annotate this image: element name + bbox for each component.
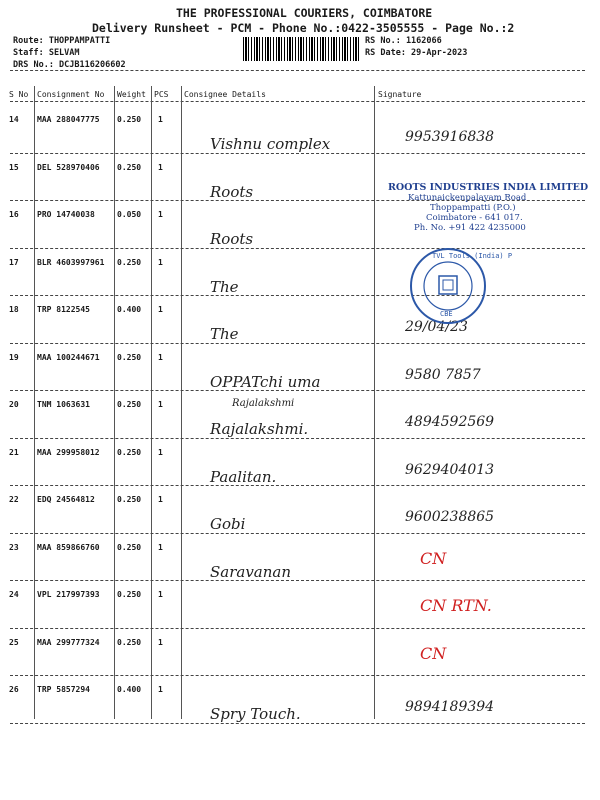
row-sno: 24 bbox=[9, 590, 19, 599]
stamp-address-line1: Kattunaickenpalayam Road bbox=[408, 193, 527, 203]
row-pcs: 1 bbox=[158, 590, 163, 599]
row-sno: 14 bbox=[9, 115, 19, 124]
row-divider bbox=[10, 723, 585, 724]
col-line bbox=[34, 86, 35, 719]
row-signature: CN RTN. bbox=[420, 596, 492, 615]
row-consignee: Roots bbox=[210, 230, 254, 248]
row-divider bbox=[10, 153, 585, 154]
row-divider bbox=[10, 533, 585, 534]
row-signature: 29/04/23 bbox=[405, 319, 468, 335]
col-consignee: Consignee Details bbox=[184, 90, 266, 99]
row-weight: 0.400 bbox=[117, 685, 142, 694]
col-signature: Signature bbox=[378, 90, 422, 99]
row-consignee: Gobi bbox=[210, 515, 246, 533]
row-pcs: 1 bbox=[158, 685, 163, 694]
row-sno: 25 bbox=[9, 637, 19, 647]
stamp-address-line3: Coimbatore - 641 017. bbox=[426, 213, 523, 223]
row-signature: CN bbox=[420, 548, 447, 568]
row-signature: 9600238865 bbox=[405, 509, 495, 525]
row-consignee: Rajalakshmi. bbox=[210, 420, 309, 438]
row-weight: 0.050 bbox=[117, 210, 142, 219]
row-pcs: 1 bbox=[158, 305, 163, 314]
runsheet-subtitle: Delivery Runsheet - PCM - Phone No.:0422-3505555 - Page No.:2 bbox=[92, 21, 515, 35]
row-weight: 0.250 bbox=[117, 257, 142, 267]
row-consignee: Roots bbox=[210, 182, 254, 201]
row-weight: 0.250 bbox=[117, 590, 142, 599]
row-consignee: Saravanan bbox=[210, 562, 292, 581]
row-consignment: TRP 5857294 bbox=[37, 685, 90, 694]
row-consignee: The bbox=[210, 277, 239, 296]
row-weight: 0.400 bbox=[117, 305, 142, 314]
row-weight: 0.250 bbox=[117, 447, 142, 457]
row-divider bbox=[10, 390, 585, 391]
rs-date: RS Date: 29-Apr-2023 bbox=[365, 48, 468, 58]
row-signature: 9894189394 bbox=[405, 699, 495, 715]
col-line bbox=[114, 86, 115, 719]
row-consignee: OPPATchi uma bbox=[210, 372, 321, 391]
row-sno: 17 bbox=[9, 257, 19, 267]
row-consignee: Spry Touch. bbox=[210, 705, 301, 723]
row-weight: 0.250 bbox=[117, 637, 142, 647]
row-sno: 20 bbox=[9, 400, 19, 409]
row-divider bbox=[10, 295, 585, 296]
stamp-address-line4: Ph. No. +91 422 4235000 bbox=[414, 223, 526, 233]
staff-label: Staff: SELVAM bbox=[13, 48, 80, 58]
row-consignment: MAA 100244671 bbox=[37, 352, 100, 362]
row-sno: 23 bbox=[9, 542, 19, 552]
row-consignment: MAA 299777324 bbox=[37, 637, 100, 647]
row-consignee: The bbox=[210, 325, 239, 343]
row-divider bbox=[10, 580, 585, 581]
row-weight: 0.250 bbox=[117, 542, 142, 552]
row-divider bbox=[10, 485, 585, 486]
row-pcs: 1 bbox=[158, 162, 163, 172]
row-divider bbox=[10, 343, 585, 344]
row-signature: CN bbox=[420, 643, 447, 663]
row-sno: 22 bbox=[9, 495, 19, 504]
row-consignment: PRO 14740038 bbox=[37, 210, 95, 219]
col-line bbox=[181, 86, 182, 719]
column-header-divider bbox=[10, 101, 585, 102]
col-weight: Weight bbox=[117, 90, 146, 99]
row-sno: 26 bbox=[9, 685, 19, 694]
row-pcs: 1 bbox=[158, 352, 163, 362]
row-consignment: VPL 217997393 bbox=[37, 590, 100, 599]
row-signature: 9580 7857 bbox=[405, 366, 481, 383]
stamp-address-line2: Thoppampatti (P.O.) bbox=[430, 203, 516, 213]
row-pcs: 1 bbox=[158, 447, 163, 457]
col-line bbox=[374, 86, 375, 719]
row-consignment: TRP 8122545 bbox=[37, 305, 90, 314]
col-sno: S No bbox=[9, 90, 29, 99]
row20-note: Rajalakshmi bbox=[232, 398, 295, 409]
drs-number: DRS No.: DCJB116206602 bbox=[13, 60, 126, 70]
row-weight: 0.250 bbox=[117, 400, 142, 409]
row-sno: 21 bbox=[9, 447, 19, 457]
col-pcs: PCS bbox=[154, 90, 169, 99]
row-consignee: Paalitan. bbox=[210, 467, 277, 486]
company-title: THE PROFESSIONAL COURIERS, COIMBATORE bbox=[176, 6, 433, 20]
row-divider bbox=[10, 438, 585, 439]
row-signature: 9953916838 bbox=[405, 129, 495, 145]
row-divider bbox=[10, 675, 585, 676]
seal-text: TVL Tools (India) P bbox=[432, 252, 513, 260]
route-label: Route: THOPPAMPATTI bbox=[13, 36, 111, 46]
row-weight: 0.250 bbox=[117, 162, 142, 172]
row-pcs: 1 bbox=[158, 210, 163, 219]
company-seal bbox=[408, 246, 513, 326]
row-consignee: Vishnu complex bbox=[210, 135, 331, 153]
row-pcs: 1 bbox=[158, 115, 163, 124]
seal-bottom-text: CBE bbox=[440, 310, 453, 318]
row-divider bbox=[10, 248, 585, 249]
header-divider bbox=[10, 70, 585, 71]
row-weight: 0.250 bbox=[117, 495, 142, 504]
row-pcs: 1 bbox=[158, 495, 163, 504]
row-consignment: DEL 528970406 bbox=[37, 162, 100, 172]
row-divider bbox=[10, 628, 585, 629]
row-pcs: 1 bbox=[158, 257, 163, 267]
row-sno: 16 bbox=[9, 210, 19, 219]
row-consignment: MAA 859866760 bbox=[37, 542, 100, 552]
row-signature: 4894592569 bbox=[405, 414, 495, 430]
row-pcs: 1 bbox=[158, 400, 163, 409]
row-weight: 0.250 bbox=[117, 115, 142, 124]
row-consignment: MAA 288047775 bbox=[37, 115, 100, 124]
row-consignment: EDQ 24564812 bbox=[37, 495, 95, 504]
row-pcs: 1 bbox=[158, 542, 163, 552]
row-sno: 18 bbox=[9, 305, 19, 314]
stamp-company-name: ROOTS INDUSTRIES INDIA LIMITED bbox=[388, 182, 589, 193]
rs-number: RS No.: 1162066 bbox=[365, 36, 442, 46]
row-signature: 9629404013 bbox=[405, 461, 495, 478]
col-consignment: Consignment No bbox=[37, 90, 105, 99]
row-consignment: TNM 1063631 bbox=[37, 400, 90, 409]
row-sno: 15 bbox=[9, 162, 19, 172]
roots-company-stamp bbox=[388, 182, 589, 233]
col-line bbox=[151, 86, 152, 719]
row-weight: 0.250 bbox=[117, 352, 142, 362]
barcode bbox=[243, 37, 360, 61]
row-consignment: MAA 299958012 bbox=[37, 447, 100, 457]
row-pcs: 1 bbox=[158, 637, 163, 647]
row-consignment: BLR 4603997961 bbox=[37, 257, 105, 267]
row-sno: 19 bbox=[9, 352, 19, 362]
